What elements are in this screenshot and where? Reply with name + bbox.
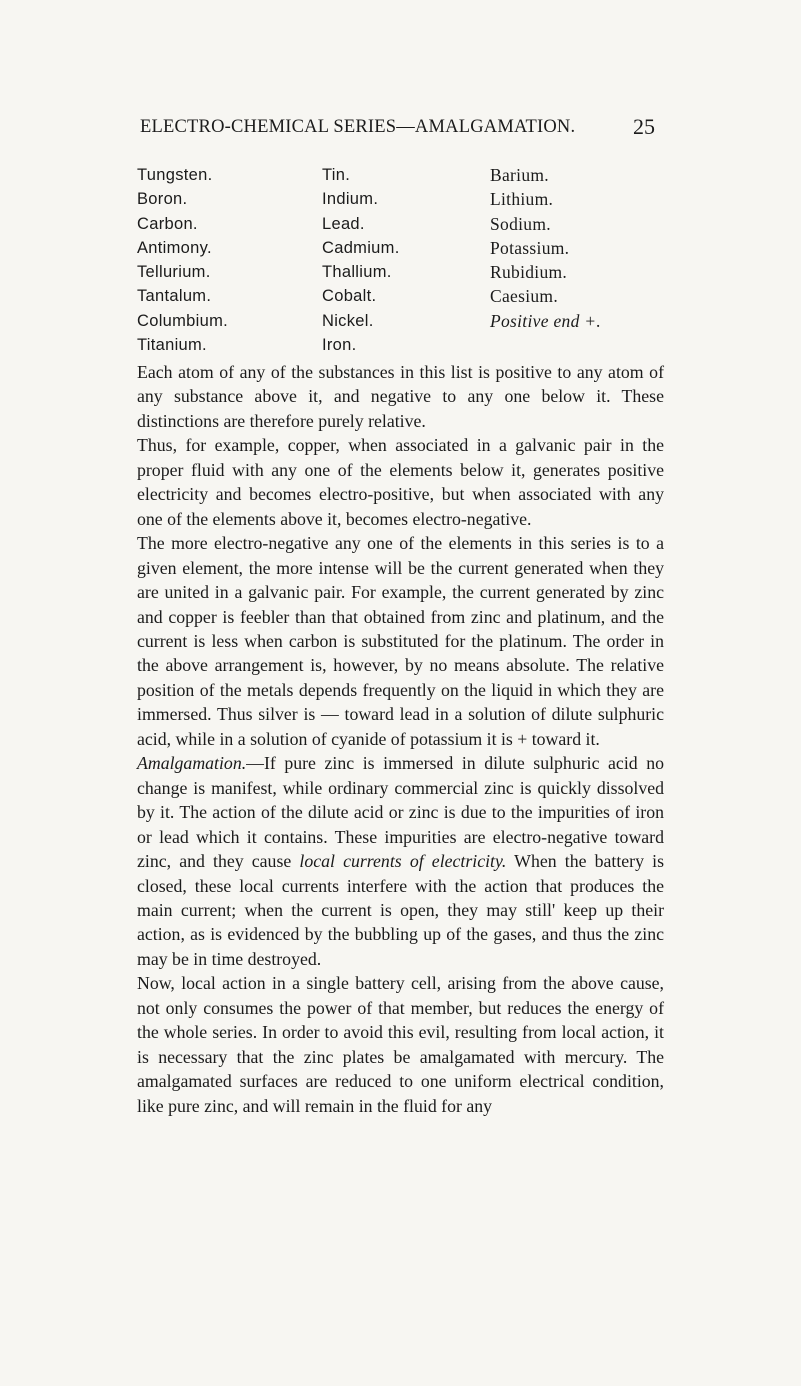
paragraph-text: When the battery is closed, these local currents interfere with the action that produces the main current; when the current is open, they may still' keep up their action, as is evidenced by the bubbling up of the gases, and thus the zinc may be in time destroyed.: [137, 851, 664, 969]
list-item: Tin.: [322, 166, 351, 184]
list-item: Tellurium.: [137, 263, 211, 282]
list-item: Cadmium.: [322, 238, 400, 257]
running-header: ELECTRO-CHEMICAL SERIES—AMALGAMATION.: [140, 117, 576, 137]
list-item: Tungsten.: [137, 166, 213, 184]
paragraph: The more electro-negative any one of the elements in this series is to a given element, the more intense will be the current generated when they are united in a galvanic pair. For example, the current generated by zinc and copper is feebler than that obtained from zinc and platinum, and the current is less when carbon is substituted for the platinum. The order in the above arrangement is, however, by no means absolute. The relative position of the metals depends frequently on the liquid in which they are immersed. Thus silver is — toward lead in a solution of dilute sulphuric acid, while in a solution of cyanide of potassium it is + toward it.: [137, 533, 664, 749]
body-text: [137, 360, 664, 1118]
series-column-2: [322, 163, 400, 357]
list-item: Barium.: [490, 165, 549, 185]
list-item: Lead.: [322, 214, 365, 233]
series-column-3: [490, 163, 601, 333]
paragraph: Now, local action in a single battery cell, arising from the above cause, not only consumes the power of that member, but reduces the energy of the whole series. In order to avoid this evil, resulting from local action, it is necessary that the zinc plates be amalgamated with mercury. The amalgamated surfaces are reduced to one uniform electrical condition, like pure zinc, and will remain in the fluid for any: [137, 973, 664, 1116]
list-item: Lithium.: [490, 189, 554, 210]
series-column-1: [137, 163, 228, 357]
list-item: Indium.: [322, 190, 379, 209]
paragraph: Thus, for example, copper, when associated in a galvanic pair in the proper fluid with any one of the elements below it, generates positive electricity and becomes electro-positive, but when associated with any one of the elements above it, becomes electro-negative.: [137, 435, 664, 529]
page-number: 25: [633, 114, 655, 139]
positive-end-label: Positive end +.: [490, 310, 602, 331]
list-item: Nickel.: [322, 311, 374, 330]
list-item: Iron.: [322, 336, 357, 355]
list-item: Columbium.: [137, 311, 229, 330]
paragraph-text: —If pure zinc is immersed in dilute sulphuric acid no change is manifest, while ordinary commercial zinc is quickly dissolved by it. The action of the dilute acid or zinc is due to the impurities of iron or lead which it contains. These impurities are electro-negative toward zinc, and they cause: [137, 753, 664, 872]
list-item: Carbon.: [137, 214, 198, 233]
section-heading: Amalgamation.: [137, 753, 247, 774]
list-item: Antimony.: [137, 238, 212, 257]
list-item: Tantalum.: [137, 287, 212, 306]
list-item: Rubidium.: [490, 262, 568, 283]
paragraph: Each atom of any of the substances in this list is positive to any atom of any substance above it, and negative to any one below it. These distinctions are therefore purely relative.: [137, 362, 664, 431]
list-item: Cobalt.: [322, 287, 377, 306]
list-item: Sodium.: [490, 213, 551, 234]
list-item: Thallium.: [322, 263, 392, 282]
emphasis-text: local currents of electricity.: [299, 851, 507, 872]
list-item: Caesium.: [490, 286, 559, 307]
list-item: Boron.: [137, 190, 188, 209]
list-item: Potassium.: [490, 237, 570, 258]
paragraph-amalgamation: [137, 751, 664, 971]
list-item: Titanium.: [137, 336, 207, 355]
